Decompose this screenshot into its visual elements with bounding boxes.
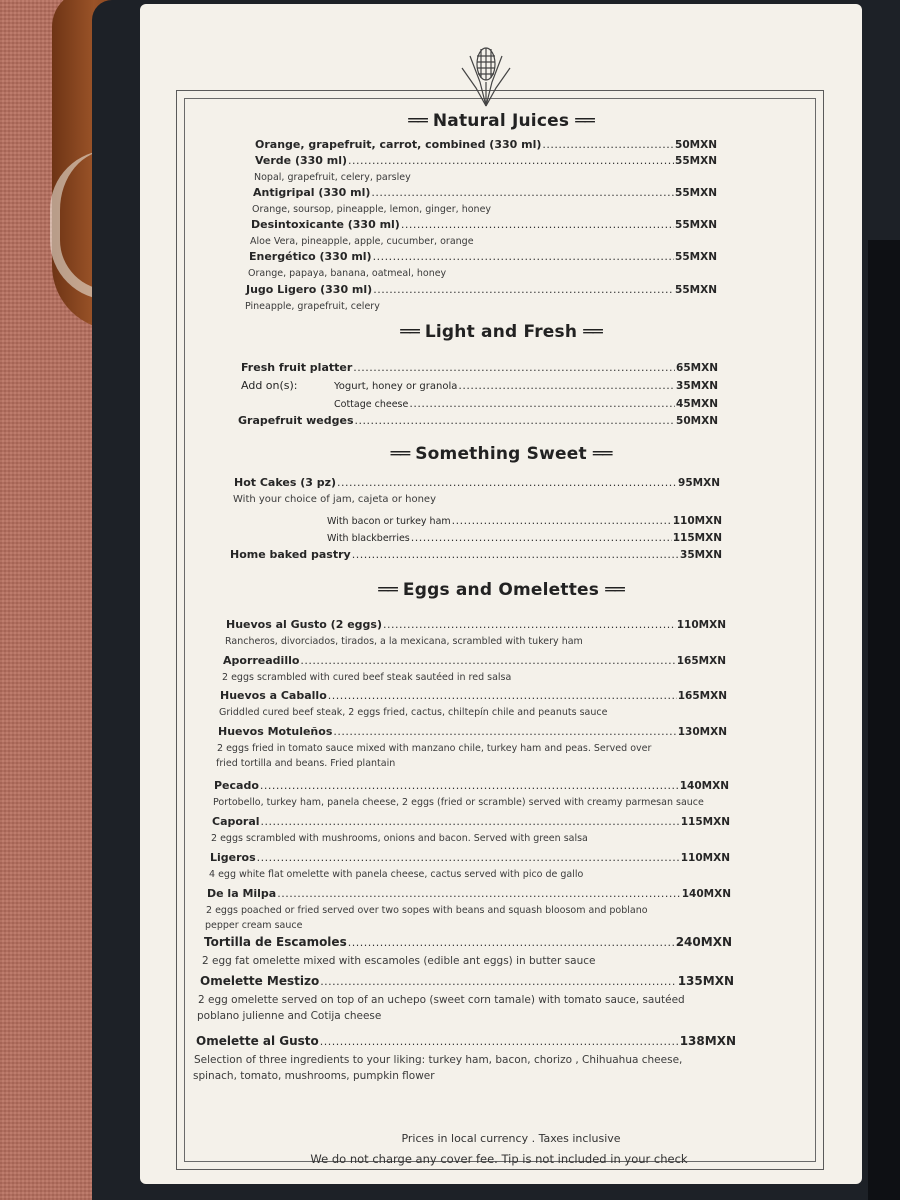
leader-dots [348, 154, 674, 167]
menu-item [255, 138, 717, 151]
item-price: 110MXN [676, 619, 726, 631]
leader-dots [277, 887, 681, 900]
menu-item [200, 974, 734, 988]
item-name: Huevos a Caballo [220, 689, 327, 702]
item-name: With bacon or turkey ham [327, 516, 451, 527]
item-description: 4 egg white flat omelette with panela cheese, cactus served with pico de gallo [209, 869, 584, 880]
section-heading-sweet: ══ Something Sweet ══ [390, 444, 612, 464]
menu-item [214, 779, 729, 792]
item-name: Omelette Mestizo [200, 974, 320, 988]
footer-currency-note: Prices in local currency . Taxes inclusive [401, 1132, 621, 1145]
leader-dots [452, 514, 672, 527]
menu-item [251, 218, 717, 231]
item-description: 2 eggs scrambled with mushrooms, onions and bacon. Served with green salsa [211, 833, 588, 844]
item-name: Aporreadillo [223, 654, 300, 667]
item-price: 45MXN [676, 398, 718, 410]
item-price: 95MXN [678, 477, 720, 489]
item-price: 55MXN [675, 251, 717, 263]
menu-item [223, 654, 726, 667]
menu-item [204, 935, 732, 949]
item-name: Fresh fruit platter [241, 361, 353, 374]
item-description: pepper cream sauce [205, 920, 303, 931]
menu-item [220, 689, 727, 702]
leader-dots [373, 250, 674, 263]
leader-dots [352, 548, 679, 561]
item-description: 2 egg omelette served on top of an uchepo (sweet corn tamale) with tomato sauce, sautéed [198, 994, 685, 1006]
section-heading-eggs: ══ Eggs and Omelettes ══ [378, 580, 624, 600]
item-name: Verde (330 ml) [255, 154, 348, 167]
leader-dots [348, 936, 675, 949]
leader-dots [333, 725, 676, 738]
leader-dots [409, 397, 675, 410]
menu-page [140, 4, 862, 1184]
footer-tip-note: We do not charge any cover fee. Tip is not included in your check [310, 1152, 688, 1166]
item-description: 2 eggs fried in tomato sauce mixed with manzano chile, turkey ham and peas. Served over [217, 743, 652, 754]
item-price: 165MXN [677, 690, 727, 702]
item-name: Desintoxicante (330 ml) [251, 218, 400, 231]
leader-dots [320, 1035, 679, 1048]
item-price: 138MXN [679, 1034, 736, 1048]
leader-dots [261, 815, 680, 828]
item-description: poblano julienne and Cotija cheese [197, 1010, 382, 1022]
leader-dots [320, 975, 677, 988]
item-price: 135MXN [677, 974, 734, 988]
item-price: 115MXN [672, 532, 722, 544]
item-price: 50MXN [676, 415, 718, 427]
menu-item [241, 361, 718, 374]
item-description: Portobello, turkey ham, panela cheese, 2 eggs (fried or scramble) served with creamy parmesan sauce [213, 797, 704, 808]
item-price: 140MXN [681, 888, 731, 900]
item-description: Selection of three ingredients to your liking: turkey ham, bacon, chorizo , Chihuahua cheese, [194, 1054, 683, 1066]
menu-item [327, 531, 722, 544]
item-description: Griddled cured beef steak, 2 eggs fried, cactus, chiltepín chile and peanuts sauce [219, 707, 608, 718]
leader-dots [260, 779, 679, 792]
item-price: 240MXN [675, 935, 732, 949]
leader-dots [257, 851, 680, 864]
menu-item [253, 186, 717, 199]
menu-item [196, 1034, 736, 1048]
menu-item [226, 618, 726, 631]
menu-item [241, 379, 718, 392]
item-price: 165MXN [676, 655, 726, 667]
item-name: Cottage cheese [334, 399, 409, 410]
item-name: Hot Cakes (3 pz) [234, 476, 337, 489]
item-price: 110MXN [680, 852, 730, 864]
item-price: 50MXN [675, 139, 717, 151]
item-name: Ligeros [210, 851, 256, 864]
menu-item [246, 283, 717, 296]
item-description: Rancheros, divorciados, tirados, a la mexicana, scrambled with tukery ham [225, 636, 583, 647]
item-name: Tortilla de Escamoles [204, 935, 347, 949]
item-price: 130MXN [677, 726, 727, 738]
item-description: With your choice of jam, cajeta or honey [233, 494, 436, 505]
item-name: Jugo Ligero (330 ml) [246, 283, 373, 296]
item-description: Orange, soursop, pineapple, lemon, ginger, honey [252, 204, 492, 215]
section-heading-juices: ══ Natural Juices ══ [408, 111, 594, 131]
item-description: 2 eggs scrambled with cured beef steak sautéed in red salsa [222, 672, 512, 683]
item-description: fried tortilla and beans. Fried plantain [216, 758, 396, 769]
item-description: 2 egg fat omelette mixed with escamoles (edible ant eggs) in butter sauce [202, 955, 596, 967]
leader-dots [300, 654, 675, 667]
item-name: Grapefruit wedges [238, 414, 354, 427]
menu-item [207, 887, 731, 900]
menu-content [140, 4, 862, 1184]
leader-dots [371, 186, 674, 199]
section-heading-light: ══ Light and Fresh ══ [400, 322, 602, 342]
item-price: 55MXN [675, 187, 717, 199]
menu-folder-edge [868, 240, 900, 1200]
add-on-label: Add on(s): [241, 379, 298, 392]
menu-item [230, 548, 722, 561]
item-name: Antigripal (330 ml) [253, 186, 371, 199]
item-price: 55MXN [675, 155, 717, 167]
item-price: 35MXN [676, 380, 718, 392]
leader-dots [542, 138, 674, 151]
item-price: 115MXN [680, 816, 730, 828]
menu-item [218, 725, 727, 738]
item-price: 55MXN [675, 219, 717, 231]
leader-dots [328, 689, 677, 702]
menu-item [212, 815, 730, 828]
menu-item [327, 514, 722, 527]
item-price: 55MXN [675, 284, 717, 296]
item-name: Energético (330 ml) [249, 250, 372, 263]
item-description: Pineapple, grapefruit, celery [245, 301, 380, 312]
item-name: De la Milpa [207, 887, 277, 900]
leader-dots [411, 531, 672, 544]
item-name: Caporal [212, 815, 260, 828]
item-name: Huevos Motuleños [218, 725, 333, 738]
item-name: Pecado [214, 779, 259, 792]
item-name: Home baked pastry [230, 548, 351, 561]
item-name: Orange, grapefruit, carrot, combined (330 ml) [255, 138, 542, 151]
menu-item [234, 476, 720, 489]
menu-item [255, 154, 717, 167]
item-name: Yogurt, honey or granola [334, 381, 458, 392]
item-description: Nopal, grapefruit, celery, parsley [254, 172, 411, 183]
menu-item [238, 414, 718, 427]
leader-dots [355, 414, 676, 427]
leader-dots [337, 476, 677, 489]
item-description: 2 eggs poached or fried served over two sopes with beans and squash bloosom and poblano [206, 905, 648, 916]
menu-item [249, 250, 717, 263]
item-name: With blackberries [327, 533, 410, 544]
item-description: spinach, tomato, mushrooms, pumpkin flower [193, 1070, 435, 1082]
item-price: 110MXN [672, 515, 722, 527]
item-name: Huevos al Gusto (2 eggs) [226, 618, 382, 631]
leader-dots [383, 618, 676, 631]
menu-item [210, 851, 730, 864]
item-price: 35MXN [680, 549, 722, 561]
item-description: Aloe Vera, pineapple, apple, cucumber, orange [250, 236, 474, 247]
leader-dots [353, 361, 675, 374]
item-price: 65MXN [676, 362, 718, 374]
leader-dots [373, 283, 674, 296]
item-description: Orange, papaya, banana, oatmeal, honey [248, 268, 447, 279]
leader-dots [458, 379, 675, 392]
item-name: Omelette al Gusto [196, 1034, 319, 1048]
item-price: 140MXN [679, 780, 729, 792]
menu-item [334, 397, 718, 410]
leader-dots [401, 218, 674, 231]
